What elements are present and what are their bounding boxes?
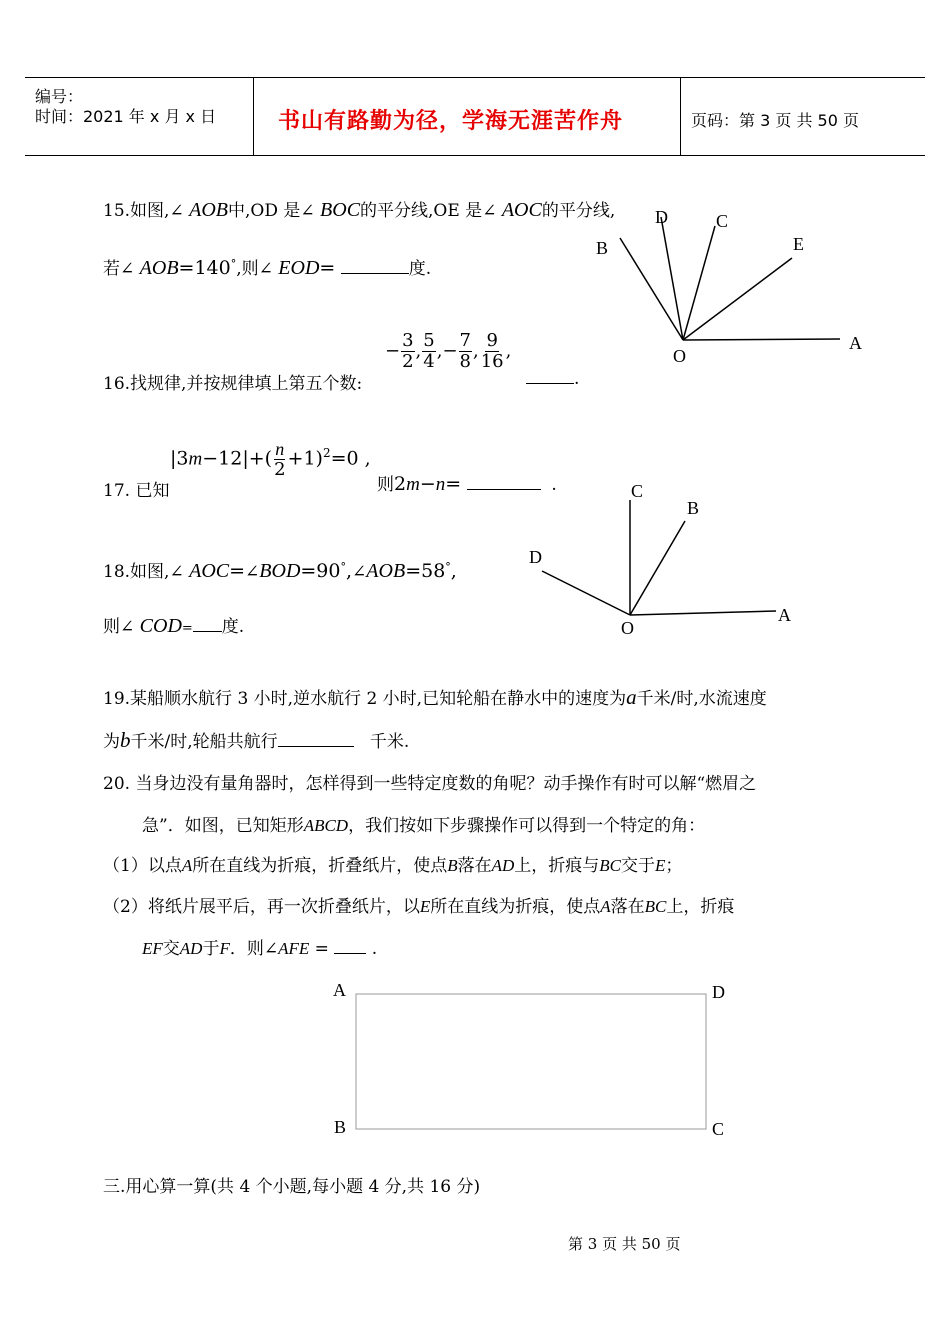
degree-sign: ° [340, 560, 346, 574]
answer-blank[interactable] [193, 630, 222, 632]
q15-text: ,则 [236, 259, 259, 279]
math-segment: AD [491, 856, 515, 875]
label-b: B [334, 1117, 347, 1137]
angle-symbol: ∠ [169, 201, 184, 221]
q19-text: 千米/时,轮船共航行 [130, 732, 278, 752]
q15-unit: 度. [408, 259, 432, 279]
q16-sequence [385, 331, 511, 372]
numerator: 9 [486, 330, 498, 351]
ray-ob [630, 521, 685, 615]
q16-answer [526, 369, 579, 389]
label-a: A [333, 980, 346, 1000]
question-20-step2-cont [142, 934, 377, 959]
page-footer: 第 3 页 共 50 页 [568, 1235, 681, 1253]
angle-symbol: ∠ [352, 562, 367, 582]
fraction [480, 331, 505, 372]
math-segment: BC [644, 897, 667, 916]
question-17-label: 17. 已知 [103, 481, 170, 501]
minus-sign: − [385, 340, 401, 362]
answer-blank[interactable] [341, 272, 409, 274]
doc-time-label: 时间：2021 年 x 月 x 日 [35, 107, 217, 126]
degree-sign: ° [445, 560, 451, 574]
angle-symbol: ∠ [120, 617, 135, 637]
q20-rectangle-figure [325, 975, 745, 1145]
math-abcd: ABCD [303, 816, 349, 835]
header-page-label: 页码：第 3 页 共 50 页 [691, 111, 859, 130]
exponent: 2 [322, 446, 331, 461]
period: . [371, 939, 378, 959]
q20-text: 所在直线为折痕，使点 [430, 897, 601, 917]
fraction [422, 331, 435, 372]
math-eod: EOD [278, 257, 320, 279]
label-c: C [712, 1119, 725, 1139]
q20-text: 上，折痕与 [514, 856, 600, 876]
fraction [459, 331, 472, 372]
degree-sign: ° [230, 257, 237, 271]
math: +1) [287, 447, 323, 470]
angle-symbol: ∠ [169, 562, 184, 582]
q20-text: ； [665, 856, 683, 876]
label-c: C [716, 211, 729, 231]
math-aoc: AOC [189, 560, 230, 582]
question-20-line2 [142, 811, 705, 836]
q20-text: ，我们按如下步骤操作可以得到一个特定的角： [348, 816, 706, 836]
math-point: A [600, 897, 611, 916]
comma: , [450, 560, 457, 582]
ray-oa [630, 611, 776, 615]
math-point: A [181, 856, 193, 875]
angle-symbol: ∠ [482, 201, 497, 221]
question-15-line2 [103, 254, 431, 280]
label-c: C [631, 481, 644, 501]
q18-then: 则 [103, 617, 120, 637]
q20-text: ．则∠ [229, 939, 279, 959]
math-point: E [419, 897, 431, 916]
q20-text: 所在直线为折痕，折叠纸片，使点 [192, 856, 448, 876]
header-divider-2 [680, 77, 681, 156]
question-19-line1 [103, 684, 767, 710]
q20-text: 落在 [610, 897, 645, 917]
math-var-m: m [406, 474, 420, 495]
period: . [551, 475, 557, 495]
denominator: 4 [423, 351, 435, 372]
ray-od [542, 571, 630, 615]
math: −12|+( [202, 447, 273, 470]
math: − [419, 473, 436, 495]
question-20-line1: 20. 当身边没有量角器时，怎样得到一些特定度数的角呢？动手操作有时可以解“燃眉之 [103, 774, 757, 794]
label-a: A [849, 333, 862, 353]
math-var-n: n [435, 474, 446, 495]
q20-text: 于 [202, 939, 220, 959]
math: |3 [170, 447, 189, 470]
ray-oa [683, 339, 840, 340]
math: 2 [394, 473, 407, 495]
q17-then: 则 [377, 475, 394, 495]
label-d: D [655, 207, 668, 227]
q18-figure [520, 478, 800, 643]
math-point: F [219, 939, 230, 958]
question-20-step1 [103, 851, 682, 876]
math-point: E [655, 856, 666, 875]
math-equals: = [229, 560, 246, 582]
q20-text: （2）将纸片展平后，再一次折叠纸片，以 [103, 897, 420, 917]
label-d: D [712, 982, 725, 1002]
math-segment: BC [599, 856, 622, 875]
math-segment: AD [179, 939, 203, 958]
angle-symbol: ∠ [120, 259, 135, 279]
label-o: O [673, 346, 686, 366]
header-bottom-rule [25, 155, 925, 156]
q20-text: 交于 [621, 856, 656, 876]
fraction [401, 331, 414, 372]
q15-text: 若 [103, 259, 120, 279]
q19-text: 19.某船顺水航行 3 小时,逆水航行 2 小时,已知轮船在静水中的速度为 [103, 689, 627, 709]
q18-number: 18.如图, [103, 562, 170, 582]
q19-text: 千米/时,水流速度 [636, 689, 767, 709]
math-boc: BOC [320, 199, 361, 221]
q15-text: 的平分线,OE 是 [360, 201, 483, 221]
question-16-text: 16.找规律,并按规律填上第五个数: [103, 374, 363, 394]
math-segment: EF [142, 939, 163, 958]
math-aob: AOB [139, 257, 179, 279]
doc-number-label: 编号： [35, 87, 84, 106]
numerator: 3 [402, 330, 414, 351]
header-motto: 书山有路勤为径，学海无涯苦作舟 [278, 109, 624, 134]
math-aob: AOB [366, 560, 406, 582]
q15-figure [585, 200, 885, 375]
ray-oe [683, 258, 792, 340]
denominator: 2 [402, 351, 414, 372]
answer-blank[interactable] [526, 382, 574, 384]
q18-unit: 度. [221, 617, 245, 637]
math-aoc: AOC [501, 199, 542, 221]
math-var-a: a [626, 685, 637, 709]
label-b: B [687, 498, 700, 518]
rectangle-abcd [356, 994, 706, 1129]
numerator: 5 [423, 330, 435, 351]
fraction [273, 439, 286, 480]
comma: , [473, 340, 479, 362]
answer-blank[interactable] [334, 952, 366, 954]
header-divider-1 [253, 77, 254, 156]
math-value: =140 [178, 257, 231, 279]
header-top-rule [25, 77, 925, 78]
math-value: =58 [405, 560, 446, 582]
comma: , [415, 340, 422, 362]
q20-text: （1）以点 [103, 856, 182, 876]
angle-symbol: ∠ [300, 201, 315, 221]
section-3-heading: 三.用心算一算(共 4 个小题,每小题 4 分,共 16 分) [103, 1177, 481, 1197]
comma: , [346, 560, 353, 582]
question-18-line2 [103, 612, 244, 638]
q17-equation [170, 439, 371, 480]
math: =0 , [330, 447, 371, 470]
q15-text: 中,OD 是 [228, 201, 301, 221]
math-bod: BOD [259, 560, 301, 582]
question-18-line1 [103, 557, 457, 583]
math-aob: AOB [189, 199, 228, 221]
math-angle: AFE [278, 939, 310, 958]
numerator: 7 [459, 330, 471, 351]
q20-text: = [309, 939, 329, 959]
label-a: A [778, 605, 791, 625]
math-equals: = [319, 257, 336, 279]
question-15-line1 [103, 196, 615, 222]
q15-text: 的平分线, [541, 201, 616, 221]
question-19-line2 [103, 727, 409, 753]
denominator: 16 [480, 351, 504, 372]
math-value: =90 [300, 560, 341, 582]
angle-symbol: ∠ [258, 259, 273, 279]
math-var-m: m [188, 448, 203, 470]
numerator: n [275, 439, 285, 459]
label-b: B [596, 238, 609, 258]
label-d: D [529, 547, 542, 567]
q20-text: 交 [162, 939, 180, 959]
math-equals: = [181, 621, 193, 636]
math: = [445, 473, 462, 495]
ray-oc [683, 226, 715, 340]
q15-number: 15.如图, [103, 201, 170, 221]
comma: , [505, 340, 512, 362]
q19-text: 为 [103, 732, 120, 752]
answer-blank[interactable] [278, 745, 354, 747]
comma-minus: ,− [436, 340, 458, 362]
label-o: O [621, 618, 634, 638]
angle-symbol: ∠ [245, 562, 260, 582]
q20-text: 落在 [457, 856, 492, 876]
math-cod: COD [139, 615, 182, 637]
denominator: 2 [274, 459, 286, 480]
q20-text: 急”．如图，已知矩形 [142, 816, 304, 836]
math-point: B [447, 856, 458, 875]
q19-text: 千米. [369, 732, 410, 752]
label-e: E [793, 234, 804, 254]
math-var-b: b [120, 728, 131, 752]
question-20-step2 [103, 892, 734, 917]
q20-text: 上，折痕 [666, 897, 735, 917]
period: . [574, 369, 580, 389]
denominator: 8 [459, 351, 471, 372]
